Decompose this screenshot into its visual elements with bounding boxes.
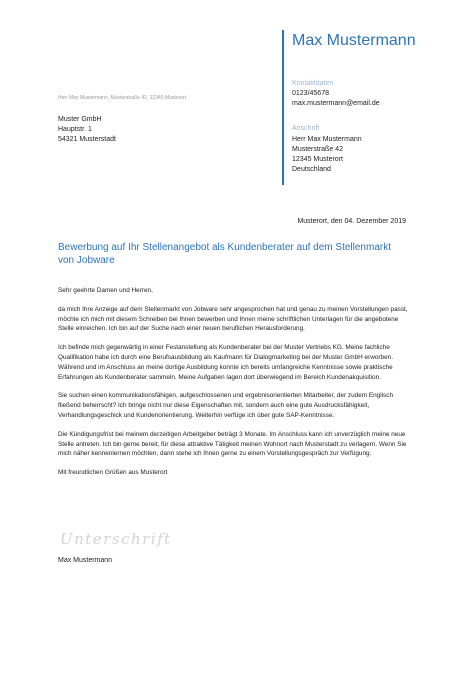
body-paragraph: da mich Ihre Anzeige auf dem Stellenmarkt von Jobware sehr angesprochen hat und genau zu meinen Vorstellungen passt, möchte ich mich mit diesem Schreiben bei Ihnen bewerben und Ihnen meine schriftlichen Unterlagen für die angebotene Stelle einreichen. Ich bin auf der Suche nach einer neuen beruflichen Herausforderung. xyxy=(58,305,408,333)
recipient-address xyxy=(58,115,116,145)
address-line: 12345 Musterort xyxy=(292,156,343,163)
address-line: Deutschland xyxy=(292,166,331,173)
body-paragraph: Ich befinde mich gegenwärtig in einer Festanstellung als Kundenberater bei der Muster Vertriebs KG. Meine fachliche Qualifikation habe ich durch eine Berufsausbildung als Kaufmann für Dialogmarketing bei der Muster GmbH erworben. Während und im Anschluss an meine dortige Ausbildung konnte ich bereits umfangreiche Kenntnisse sowie praktische Erfahrungen als Kundenberater sammeln. Meine Aufgaben lagen dort überwiegend im Bereich Kundenakquisition. xyxy=(58,344,393,381)
letter-date: Musterort, den 04. Dezember 2019 xyxy=(297,218,406,225)
address-line: Herr Max Mustermann xyxy=(292,136,362,143)
recipient-line: Muster GmbH xyxy=(58,116,102,123)
phone: 0123/45678 xyxy=(292,90,329,97)
address-label: Anschrift xyxy=(292,125,320,132)
address-line: Musterstraße 42 xyxy=(292,146,343,153)
letter-subject: Bewerbung auf Ihr Stellenangebot als Kundenberater auf dem Stellenmarkt von Jobware xyxy=(58,242,391,266)
signer-name: Max Mustermann xyxy=(58,557,113,564)
closing: Mit freundlichen Grüßen aus Musterort xyxy=(58,469,168,477)
salutation: Sehr geehrte Damen und Herren, xyxy=(58,287,153,294)
body-paragraph: Sie suchen einen kommunikationsfähigen, aufgeschlossenen und ergebnisorientierten Mitarbeiter, der zudem Englisch fließend beherrscht? Ich bringe nicht nur diese Eigenschaften mit, sondern auch eine gute Ausdrucksfähigkeit, Verhandlungsgeschick und Kundenorientierung. Weiterhin verfüge ich über gute SAP-Kenntnisse. xyxy=(58,392,393,419)
email: max.mustermann@email.de xyxy=(292,100,380,107)
applicant-name: Max Mustermann xyxy=(292,32,416,49)
sender-return-line: Herr Max Mustermann, Musterstraße 42, 12345 Musterort xyxy=(58,95,187,101)
letter-body xyxy=(58,286,413,487)
signature: Unterschrift xyxy=(60,530,172,548)
body-paragraph: Die Kündigungsfrist bei meinem derzeitigen Arbeitgeber beträgt 3 Monate. Im Anschluss kann ich unverzüglich meine neue Stelle antreten. Ich bin gerne bereit, für diese attraktive Tätigkeit meinen Wohnort nach Musterstadt zu verlagern. Wenn Sie mich näher kennenlernen möchten, dann stehe ich Ihnen gerne zu einem Vorstellungsgespräch zur Verfügung. xyxy=(58,430,407,458)
header-divider xyxy=(282,30,284,185)
address-block xyxy=(292,135,362,175)
recipient-line: Hauptstr. 1 xyxy=(58,126,92,133)
recipient-line: 54321 Musterstadt xyxy=(58,136,116,143)
contact-label: Kontaktdaten xyxy=(292,80,334,87)
